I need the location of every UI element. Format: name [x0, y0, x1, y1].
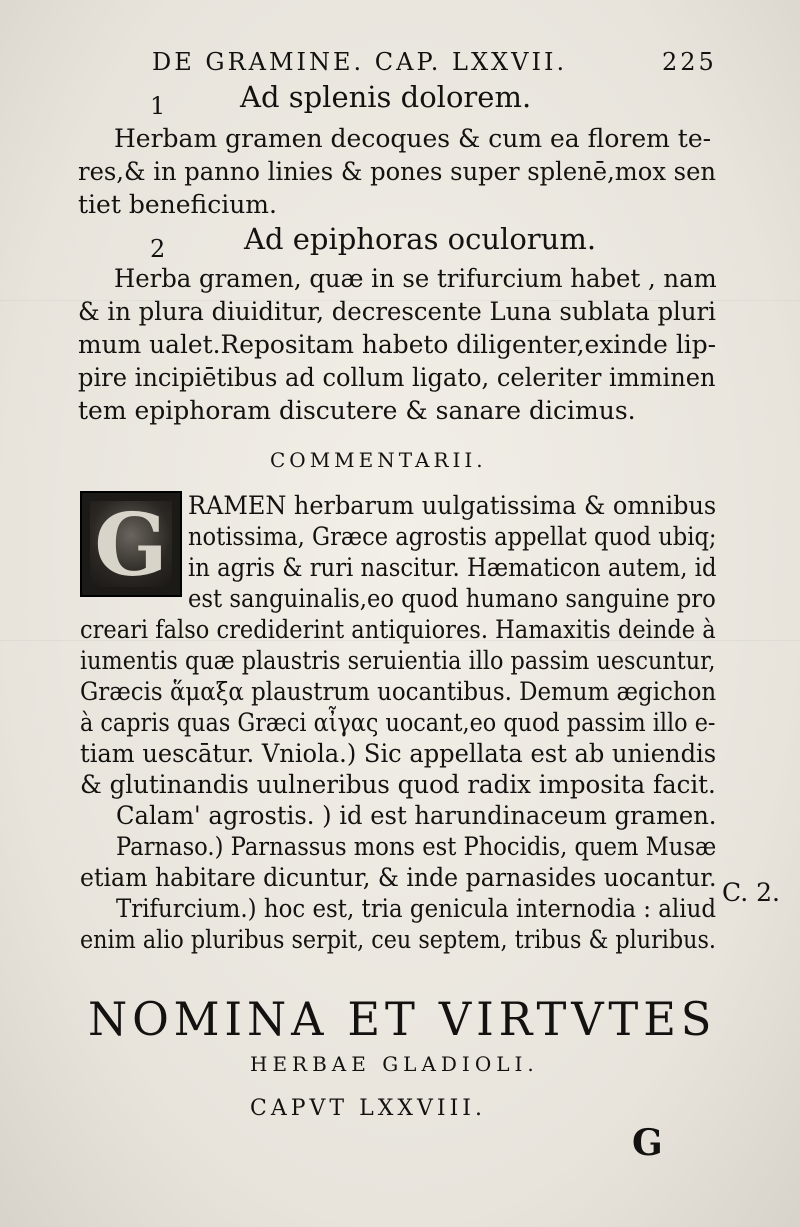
text-line: etiam habitare dicuntur, & inde parnasides uocantur. — [80, 863, 717, 892]
page-number: 225 — [662, 48, 717, 76]
text-line: & in plura diuiditur, decrescente Luna sublata pluri — [78, 297, 716, 326]
section-heading: Ad splenis dolorem. — [240, 80, 532, 114]
section-number: 1 — [150, 92, 166, 120]
text-line: Herbam gramen decoques & cum ea florem te- — [114, 124, 712, 153]
section-number: 2 — [150, 235, 166, 263]
text-line: pire incipiētibus ad collum ligato, celeriter imminen — [78, 363, 716, 392]
text-line: tem epiphoram discutere & sanare dicimus. — [78, 396, 636, 425]
chapter-number: CAPVT LXXVIII. — [250, 1096, 486, 1121]
text-line: est sanguinalis,eo quod humano sanguine pro — [188, 584, 716, 613]
text-line: Calam' agrostis. ) id est harundinaceum gramen. — [116, 801, 717, 830]
running-header: DE GRAMINE. CAP. LXXVII. — [152, 48, 568, 76]
text-line: & glutinandis uulneribus quod radix imposita facit. — [80, 770, 716, 799]
chapter-subtitle: HERBAE GLADIOLI. — [250, 1052, 539, 1076]
section-heading: Ad epiphoras oculorum. — [244, 222, 597, 256]
margin-note: C. 2. — [722, 878, 780, 907]
text-line: res,& in panno linies & pones super splenē,mox sen — [78, 157, 717, 186]
text-line: notissima, Græce agrostis appellat quod ubiq; — [188, 522, 717, 551]
text-line: enim alio pluribus serpit, ceu septem, tribus & pluribus. — [80, 925, 716, 954]
text-line: creari falso crediderint antiquiores. Hamaxitis deinde à — [80, 615, 716, 644]
text-line: Græcis ἅμαξα plaustrum uocantibus. Demum ægichon — [80, 677, 717, 706]
text-line: Herba gramen, quæ in se trifurcium habet , nam — [114, 264, 717, 293]
text-line: tiam uescātur. Vniola.) Sic appellata est ab uniendis — [80, 739, 717, 768]
text-line: tiet beneficium. — [78, 190, 277, 219]
text-line: Trifurcium.) hoc est, tria genicula internodia : aliud — [116, 894, 716, 923]
text-line: mum ualet.Repositam habeto diligenter,exinde lip- — [78, 330, 717, 359]
text-line: RAMEN herbarum uulgatissima & omnibus — [188, 491, 717, 520]
text-line: in agris & ruri nascitur. Hæmaticon autem, id — [188, 553, 717, 582]
initial-letter: G — [94, 495, 168, 596]
text-line: à capris quas Græci αἶγας uocant,eo quod passim illo e- — [80, 708, 716, 737]
catchword: G — [632, 1122, 663, 1164]
text-line: Parnaso.) Parnassus mons est Phocidis, quem Musæ — [116, 832, 717, 861]
text-line: iumentis quæ plaustris seruientia illo passim uescuntur, — [80, 646, 716, 675]
chapter-title: NOMINA ET VIRTVTES — [88, 992, 717, 1046]
decorated-initial — [80, 491, 182, 597]
commentary-heading: COMMENTARII. — [270, 448, 487, 472]
